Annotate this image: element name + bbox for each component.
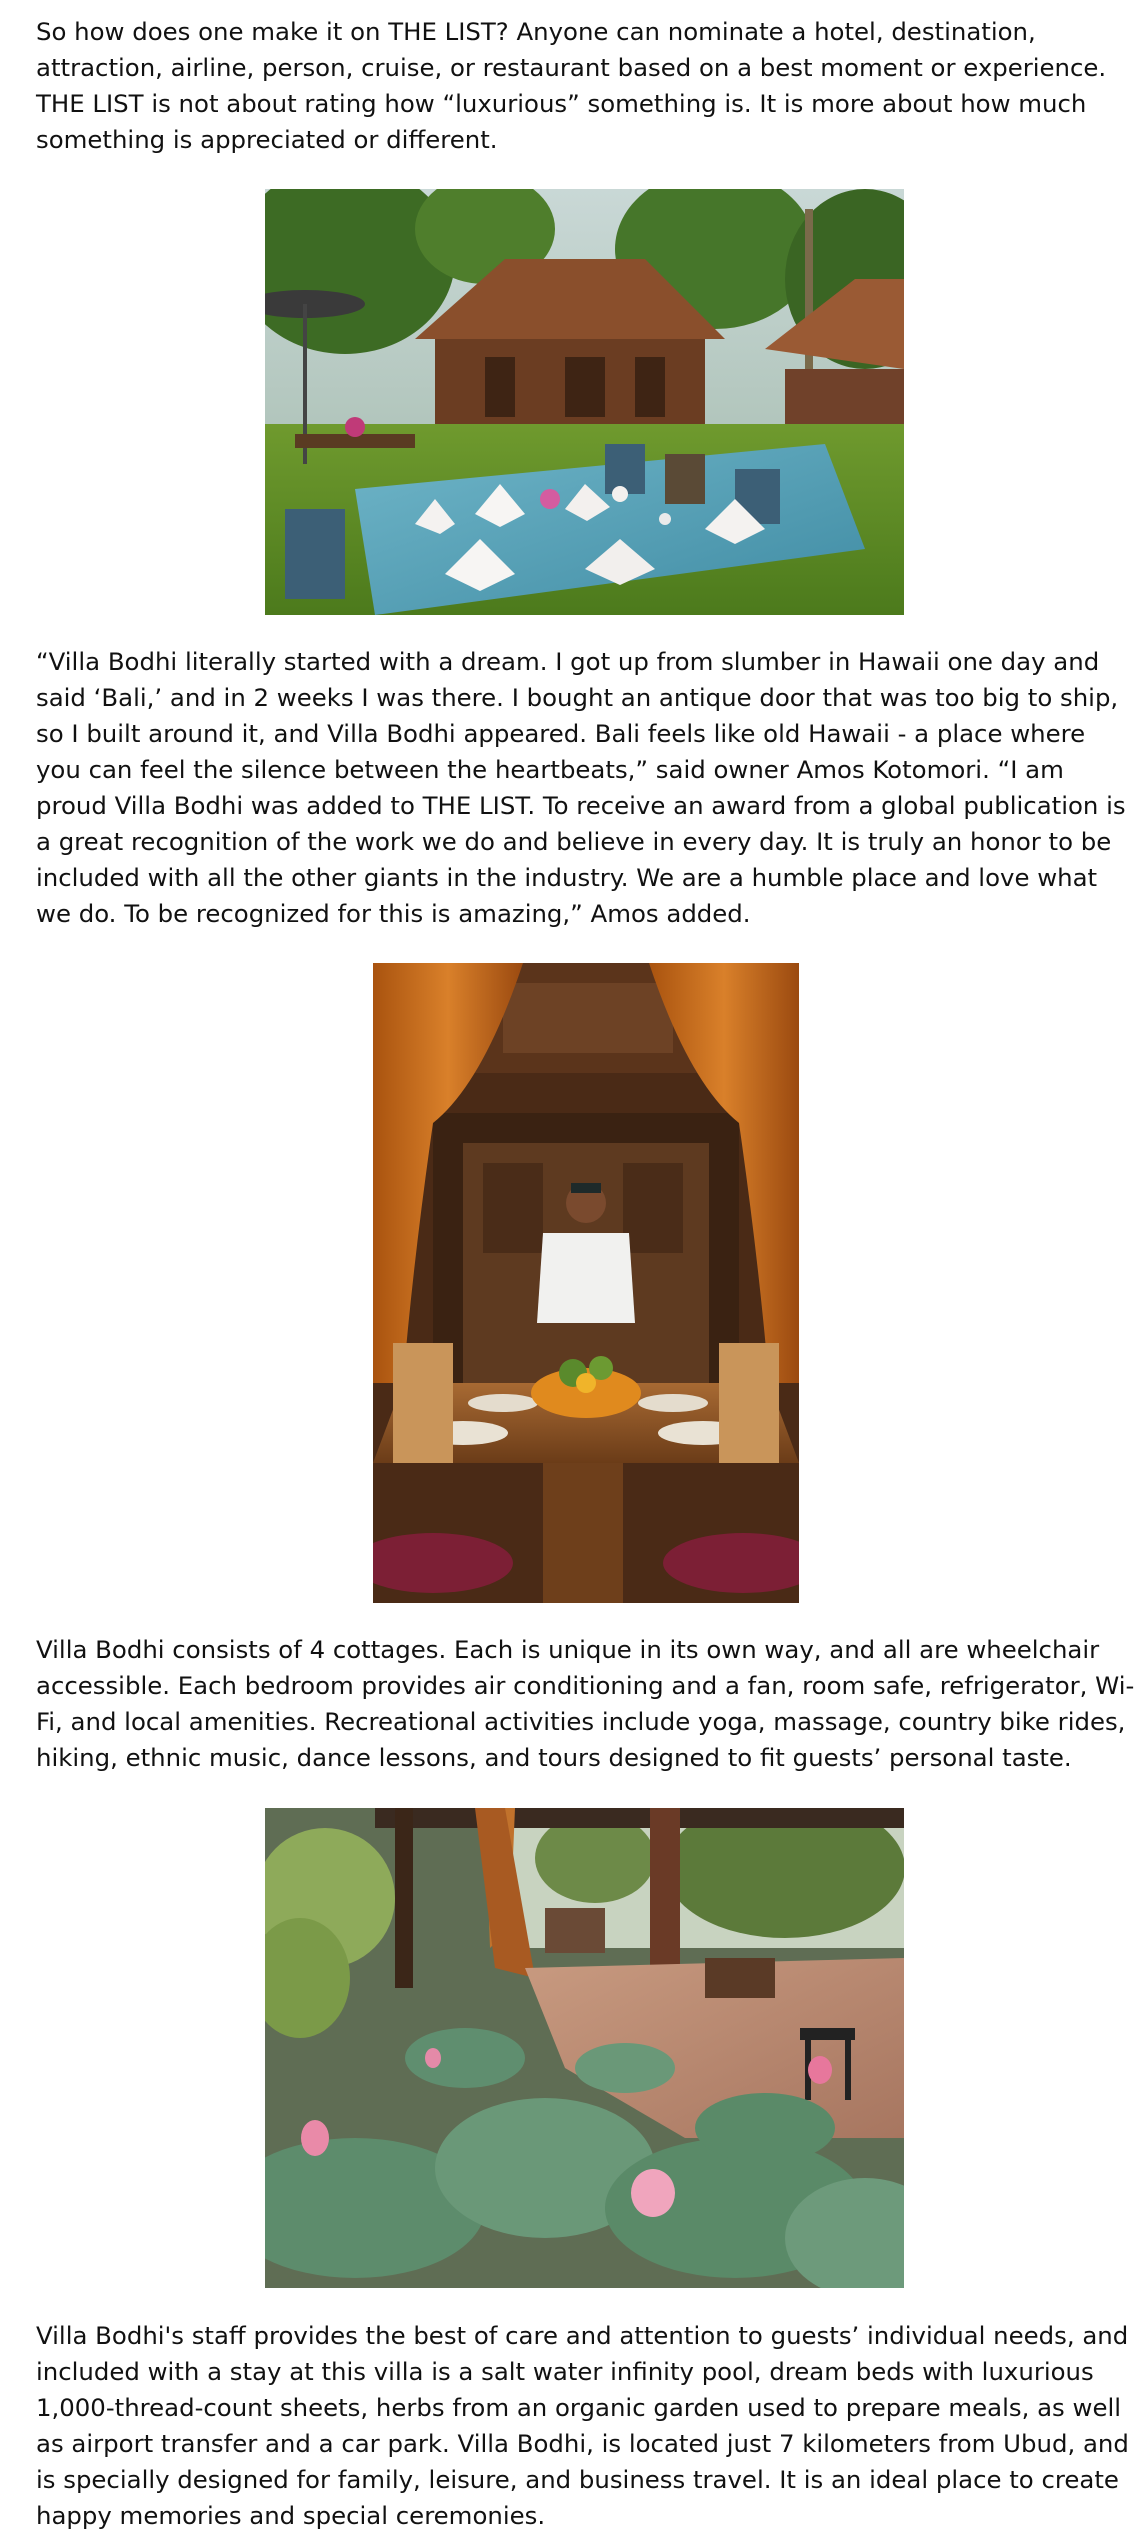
article-paragraph-4: Villa Bodhi's staff provides the best of care and attention to guests’ individual needs, and included with a stay at this villa is a salt water infinity pool, dream beds with luxurious 1,000-thread-count sheets, herbs from an organic garden used to prepare meals, as well as airport transfer and a car park. Villa Bodhi, is located just 7 kilometers from Ubud, and is specially designed for family, leisure, and business travel. It is an ideal place to create happy memories and special ceremonies. (36, 2321, 1129, 2530)
article-paragraph-2: “Villa Bodhi literally started with a dream. I got up from slumber in Hawaii one day and said ‘Bali,’ and in 2 weeks I was there. I bought an antique door that was too big to ship, so I built around it, and Villa Bodhi appeared. Bali feels like old Hawaii - a place where you can feel the silence between the heartbeats,” said owner Amos Kotomori. “I am proud Villa Bodhi was added to THE LIST. To receive an award from a global publication is a great recognition of the work we do and believe in every day. It is truly an honor to be included with all the other giants in the industry. We are a humble place and love what we do. To be recognized for this is amazing,” Amos added. (36, 647, 1126, 928)
villa-lotus-pond-photo (265, 1808, 904, 2288)
article-paragraph-3: Villa Bodhi consists of 4 cottages. Each is unique in its own way, and all are wheelchair accessible. Each bedroom provides air conditioning and a fan, room safe, refrigerator, Wi-Fi, and local amenities. Recreational activities include yoga, massage, country bike rides, hiking, ethnic music, dance lessons, and tours designed to fit guests’ personal taste. (36, 1635, 1135, 1772)
article-paragraph-1: So how does one make it on THE LIST? Anyone can nominate a hotel, destination, attraction, airline, person, cruise, or restaurant based on a best moment or experience. THE LIST is not about rating how “luxurious” something is. It is more about how much something is appreciated or different. (36, 17, 1107, 154)
villa-interior-dining-photo (373, 963, 799, 1603)
villa-garden-dining-photo (265, 189, 904, 615)
